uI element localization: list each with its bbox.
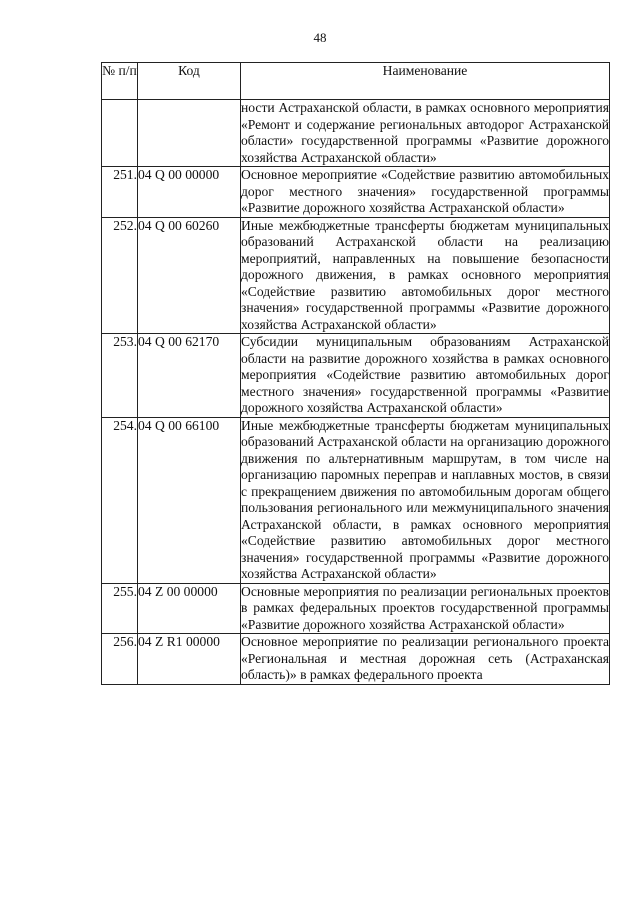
header-name: Наименование (241, 63, 610, 100)
row-name: Основное мероприятие «Содействие развитию автомобильных дорог местного значения» государственной программы «Развитие дорожного хозяйства Астраханской области» (241, 167, 609, 215)
row-name: Основные мероприятия по реализации региональных проектов в рамках федеральных проектов государственной программы «Развитие дорожного хозяйства Астраханской области» (241, 583, 609, 632)
row-number: 252. (102, 217, 138, 334)
row-number: 251. (102, 167, 138, 218)
table-row (102, 634, 610, 685)
table-row (102, 583, 610, 634)
row-number: 255. (102, 583, 138, 634)
page-number: 48 (313, 30, 327, 45)
classification-table (101, 62, 610, 685)
table-row (102, 217, 610, 334)
row-number: 256. (102, 634, 138, 685)
row-number: 254. (102, 417, 138, 583)
row-number: 253. (102, 334, 138, 418)
row-name: Иные межбюджетные трансферты бюджетам муниципальных образований Астраханской области на реализацию мероприятий, направленных на повышение безопасности дорожного движения, в рамках основного мероприятия «Содействие развитию автомобильных дорог местного значения» государственной программы «Развитие дорожного хозяйства Астраханской области» (241, 217, 609, 332)
row-number (102, 100, 138, 167)
table-row (102, 167, 610, 218)
table-row (102, 334, 610, 418)
row-code: 04 Q 00 60260 (138, 217, 241, 334)
header-code: Код (138, 63, 241, 100)
row-name: Субсидии муниципальным образованиям Астраханской области на развитие дорожного хозяйства в рамках основного мероприятия «Содействие развитию автомобильных дорог местного значения» государственной программы «Развитие дорожного хозяйства Астраханской области» (241, 334, 609, 415)
table-row (102, 100, 610, 167)
row-name: Иные межбюджетные трансферты бюджетам муниципальных образований Астраханской области на организацию дорожного движения по альтернативным маршрутам, в том числе на организацию паромных переправ и наплавных мостов, в связи с прекращением движения по автомобильным дорогам общего пользования регионального или межмуниципального значения Астраханской области, в рамках основного мероприятия «Содействие развитию автомобильных дорог местного значения» государственной программы «Развитие дорожного хозяйства Астраханской области» (241, 417, 609, 581)
row-code: 04 Q 00 66100 (138, 417, 241, 583)
table-row (102, 417, 610, 583)
table-header-row (102, 63, 610, 100)
row-code: 04 Z R1 00000 (138, 634, 241, 685)
row-code: 04 Q 00 00000 (138, 167, 241, 218)
row-code (138, 100, 241, 167)
row-code: 04 Q 00 62170 (138, 334, 241, 418)
row-code: 04 Z 00 00000 (138, 583, 241, 634)
row-name: ности Астраханской области, в рамках основного мероприятия «Ремонт и содержание региональных автодорог Астраханской области» государственной программы «Развитие дорожного хозяйства Астраханской области» (241, 100, 609, 165)
row-name: Основное мероприятие по реализации регионального проекта «Региональная и местная дорожная сеть (Астраханская область)» в рамках федерального проекта (241, 634, 609, 682)
header-num: № п/п (102, 63, 138, 100)
